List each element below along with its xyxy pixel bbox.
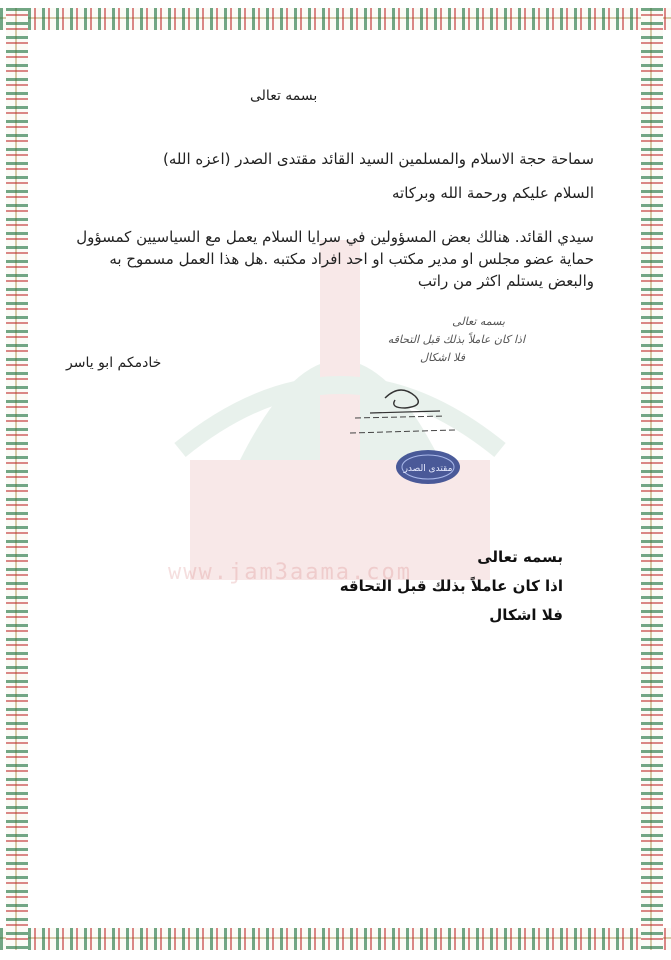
decorative-border-right [641,8,663,950]
letter-signoff: خادمكم ابو ياسر [66,355,162,371]
handwritten-line-1: بسمه تعالى [452,315,505,328]
signature-date-icon [345,408,465,448]
watermark-url: www.jam3aama.com [168,560,412,585]
official-seal-icon [393,447,463,487]
seal-text: مقتدى الصدر [403,464,453,474]
answer-line-3: فلا اشكال [489,606,563,624]
decorative-border-bottom [0,928,671,950]
letter-salutation: سماحة حجة الاسلام والمسلمين السيد القائد مقتدى الصدر (اعزه الله) [163,150,594,168]
handwritten-line-2: اذا كان عاملاً بذلك قبل التحاقه [387,333,525,346]
answer-line-2: اذا كان عاملاً بذلك قبل التحاقه [339,577,563,595]
handwritten-line-3: فلا اشكال [419,351,465,364]
letter-body: سيدي القائد. هنالك بعض المسؤولين في سرايا السلام يعمل مع السياسيين كمسؤول حماية عضو مجلس او مدير مكتب او احد افراد مكتبه .هل هذا العمل مسموح به والبعض يستلم اكثر من راتب [76,228,594,290]
handwritten-reply [345,315,525,385]
decorative-border-top [0,8,671,30]
letter-greeting: السلام عليكم ورحمة الله وبركاته [392,184,594,202]
letter-basmala: بسمه تعالى [250,88,318,104]
answer-line-1: بسمه تعالى [477,548,563,566]
decorative-border-left [6,8,28,950]
